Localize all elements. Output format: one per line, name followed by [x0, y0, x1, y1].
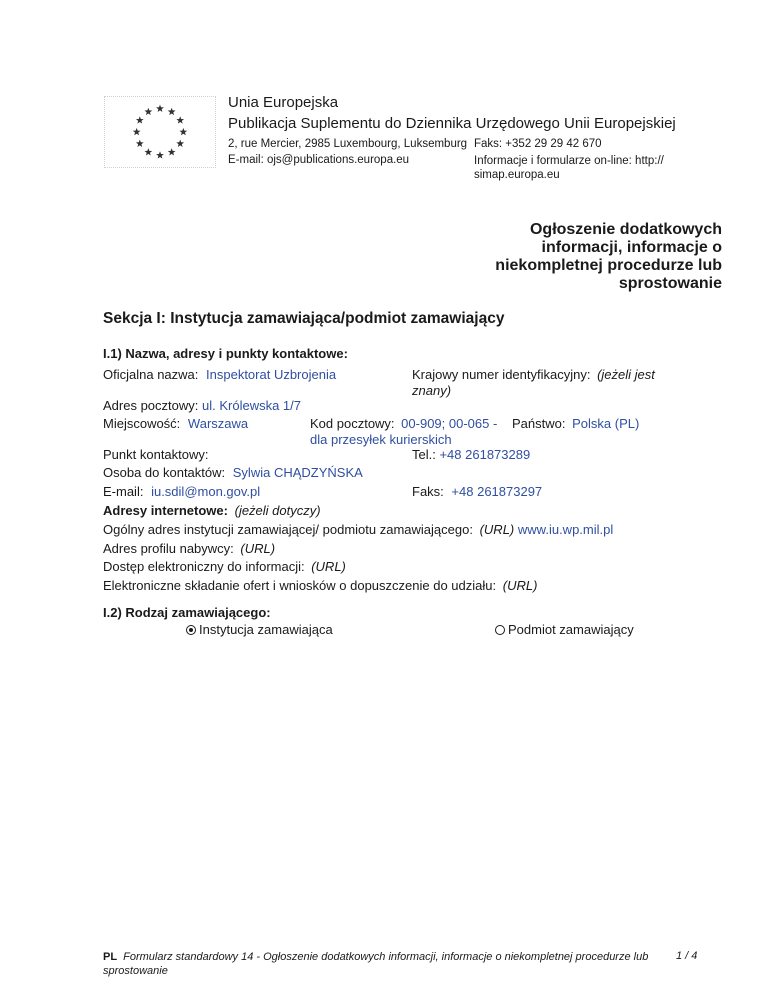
national-id-label: Krajowy numer identyfikacyjny: — [412, 367, 591, 382]
eu-stars-icon — [105, 97, 215, 167]
tel-label: Tel.: — [412, 447, 436, 462]
postcode-label: Kod pocztowy: — [310, 416, 395, 431]
national-id-row — [412, 367, 662, 399]
contact-point-label: Punkt kontaktowy: — [103, 447, 209, 462]
postcode-value: 00-909; 00-065 - dla przesyłek kurierskich — [310, 416, 498, 447]
eu-star-icon — [168, 148, 176, 155]
electronic-submission-row — [103, 578, 537, 593]
subsection-2-heading: I.2) Rodzaj zamawiającego: — [103, 605, 271, 620]
eu-star-icon — [136, 140, 144, 147]
electronic-submission-label: Elektroniczne składanie ofert i wniosków o dopuszczenie do udziału: — [103, 578, 497, 593]
electronic-access-url-note: (URL) — [311, 559, 346, 574]
form-title — [462, 221, 722, 293]
section-heading: Sekcja I: Instytucja zamawiająca/podmiot zamawiający — [103, 310, 505, 327]
subsection-1-heading: I.1) Nazwa, adresy i punkty kontaktowe: — [103, 346, 348, 361]
internet-addresses-note: (jeżeli dotyczy) — [234, 503, 321, 518]
header-email: E-mail: ojs@publications.europa.eu — [228, 154, 410, 166]
tel-value: +48 261873289 — [439, 447, 531, 462]
postal-address-value: ul. Królewska 1/7 — [202, 398, 301, 413]
fax-row — [412, 484, 542, 499]
contact-person-value: Sylwia CHĄDZYŃSKA — [232, 465, 363, 480]
eu-star-icon — [179, 128, 187, 135]
email-row — [103, 484, 260, 499]
buyer-profile-url-note: (URL) — [240, 541, 276, 556]
footer-page-number: 1 / 4 — [676, 950, 698, 962]
general-address-label: Ogólny adres instytucji zamawiającej/ podmiotu zamawiającego: — [103, 522, 473, 537]
footer-text — [103, 950, 663, 978]
official-name-row — [103, 367, 336, 382]
national-id-note: (jeżeli jest znany) — [412, 367, 655, 398]
internet-addresses-row — [103, 503, 321, 518]
buyer-profile-row — [103, 541, 275, 556]
electronic-access-row — [103, 559, 346, 574]
form-title-line: niekompletnej procedurze lub — [495, 257, 722, 274]
city-label: Miejscowość: — [103, 416, 181, 431]
contracting-authority-option[interactable] — [186, 622, 333, 637]
header-address: 2, rue Mercier, 2985 Luxembourg, Luksemburg — [228, 138, 468, 150]
contact-person-row — [103, 465, 363, 480]
city-value: Warszawa — [187, 416, 249, 431]
official-name-value: Inspektorat Uzbrojenia — [206, 367, 337, 382]
eu-star-icon — [133, 128, 141, 135]
contact-person-label: Osoba do kontaktów: — [103, 465, 226, 480]
general-address-row — [103, 522, 613, 537]
city-row — [103, 416, 248, 431]
general-address-url-note: (URL) — [479, 522, 515, 537]
official-name-label: Oficjalna nazwa: — [103, 367, 199, 382]
footer-lang: PL — [103, 951, 118, 963]
internet-addresses-label: Adresy internetowe: — [103, 503, 228, 518]
eu-flag-logo — [104, 96, 216, 168]
email-label: E-mail: — [103, 484, 144, 499]
form-title-line: Ogłoszenie dodatkowych — [529, 221, 722, 238]
eu-star-icon — [176, 140, 184, 147]
header-subtitle: Publikacja Suplementu do Dziennika Urzędowego Unii Europejskiej — [228, 115, 676, 132]
eu-star-icon — [144, 108, 152, 115]
fax-value: +48 261873297 — [451, 484, 543, 499]
radio-selected-icon[interactable] — [186, 625, 196, 635]
tel-row — [412, 447, 530, 462]
contracting-authority-option-label: Instytucja zamawiająca — [199, 622, 333, 637]
postal-address-label: Adres pocztowy: — [103, 398, 199, 413]
header-title: Unia Europejska — [228, 94, 339, 111]
general-address-link[interactable]: www.iu.wp.mil.pl — [517, 522, 614, 537]
contracting-entity-option-label: Podmiot zamawiający — [508, 622, 634, 637]
electronic-submission-url-note: (URL) — [502, 578, 538, 593]
postcode-row — [310, 416, 505, 448]
country-label: Państwo: — [512, 416, 566, 431]
eu-star-icon — [168, 108, 176, 115]
buyer-profile-label: Adres profilu nabywcy: — [103, 541, 234, 556]
header-info: Informacje i formularze on-line: http:// simap.europa.eu — [474, 155, 664, 181]
eu-star-icon — [136, 116, 144, 123]
electronic-access-label: Dostęp elektroniczny do informacji: — [103, 559, 305, 574]
fax-label: Faks: — [412, 484, 444, 499]
eu-star-icon — [144, 148, 152, 155]
radio-unselected-icon[interactable] — [495, 625, 505, 635]
email-value[interactable]: iu.sdil@mon.gov.pl — [151, 484, 261, 499]
header-fax: Faks: +352 29 29 42 670 — [474, 138, 602, 150]
form-title-line: informacji, informacje o — [541, 239, 722, 256]
postal-address-row — [103, 398, 301, 413]
contracting-entity-option[interactable] — [495, 622, 634, 637]
country-row — [512, 416, 639, 431]
eu-star-icon — [156, 151, 164, 158]
country-value: Polska (PL) — [572, 416, 640, 431]
eu-star-icon — [156, 105, 164, 112]
form-title-line: sprostowanie — [618, 275, 722, 292]
footer-form-name: Formularz standardowy 14 - Ogłoszenie dodatkowych informacji, informacje o niekompletnej procedurze lub sprostowanie — [103, 951, 649, 977]
eu-star-icon — [176, 116, 184, 123]
